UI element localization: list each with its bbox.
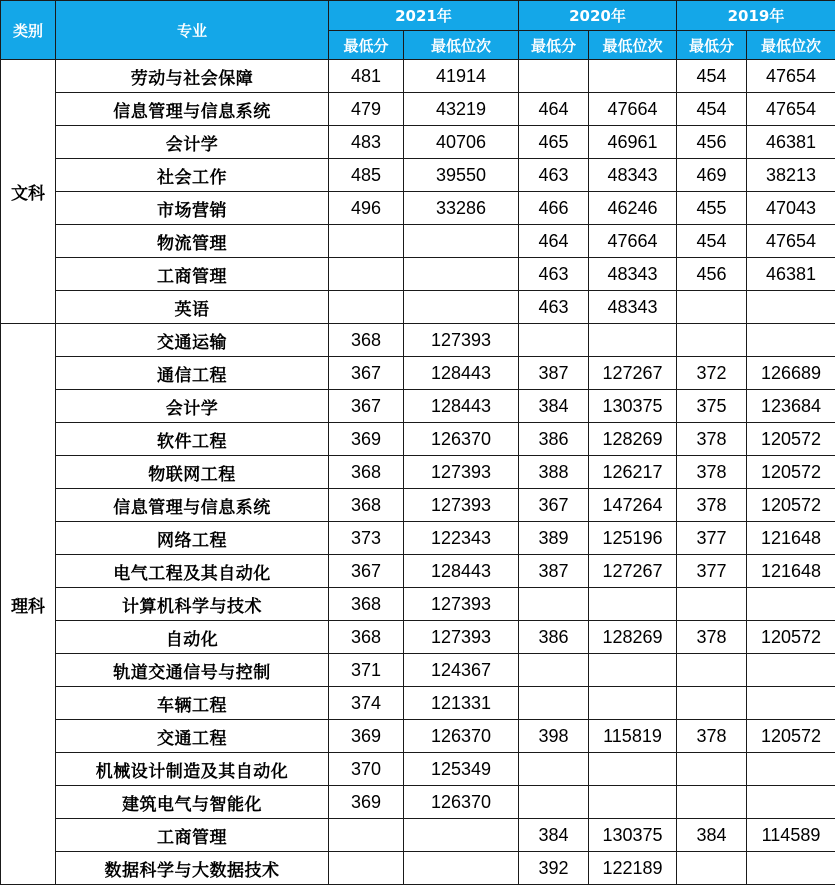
rank-2021-cell — [404, 225, 519, 258]
table-body — [1, 60, 835, 885]
score-2020-cell: 384 — [519, 819, 589, 852]
rank-2019-cell — [747, 324, 835, 357]
rank-2020-cell — [589, 588, 677, 621]
min-rank-header: 最低位次 — [404, 31, 519, 60]
rank-2019-cell: 126689 — [747, 357, 835, 390]
score-2019-cell — [677, 852, 747, 885]
rank-2019-cell: 120572 — [747, 621, 835, 654]
score-2021-cell: 496 — [329, 192, 404, 225]
score-2019-cell: 377 — [677, 522, 747, 555]
rank-2021-cell: 128443 — [404, 555, 519, 588]
rank-2021-cell: 33286 — [404, 192, 519, 225]
rank-2020-cell — [589, 60, 677, 93]
score-2019-cell: 456 — [677, 258, 747, 291]
major-cell: 计算机科学与技术 — [56, 588, 329, 621]
rank-2020-cell: 48343 — [589, 159, 677, 192]
category-cell: 理科 — [1, 324, 56, 885]
score-2019-cell: 454 — [677, 93, 747, 126]
rank-2020-cell: 46246 — [589, 192, 677, 225]
rank-2021-cell: 127393 — [404, 456, 519, 489]
rank-2019-cell — [747, 852, 835, 885]
rank-2020-cell: 46961 — [589, 126, 677, 159]
major-cell: 劳动与社会保障 — [56, 60, 329, 93]
table-row — [1, 93, 835, 126]
table-row — [1, 522, 835, 555]
score-2019-cell: 375 — [677, 390, 747, 423]
major-cell: 物流管理 — [56, 225, 329, 258]
rank-2020-cell: 128269 — [589, 621, 677, 654]
score-2021-cell: 369 — [329, 423, 404, 456]
score-2020-cell: 387 — [519, 555, 589, 588]
score-2019-cell: 378 — [677, 489, 747, 522]
major-cell: 交通运输 — [56, 324, 329, 357]
table-row — [1, 423, 835, 456]
major-cell: 网络工程 — [56, 522, 329, 555]
score-2020-cell: 386 — [519, 423, 589, 456]
major-header: 专业 — [56, 1, 329, 60]
rank-2021-cell: 127393 — [404, 324, 519, 357]
rank-2019-cell: 121648 — [747, 522, 835, 555]
table-row — [1, 720, 835, 753]
year-header-2020: 2020年 — [519, 1, 677, 31]
score-2020-cell: 463 — [519, 159, 589, 192]
score-2021-cell: 370 — [329, 753, 404, 786]
score-2021-cell: 368 — [329, 588, 404, 621]
rank-2020-cell — [589, 654, 677, 687]
major-cell: 数据科学与大数据技术 — [56, 852, 329, 885]
score-2021-cell: 369 — [329, 786, 404, 819]
rank-2021-cell — [404, 258, 519, 291]
rank-2019-cell: 120572 — [747, 456, 835, 489]
major-cell: 信息管理与信息系统 — [56, 93, 329, 126]
major-cell: 机械设计制造及其自动化 — [56, 753, 329, 786]
rank-2021-cell: 127393 — [404, 621, 519, 654]
rank-2020-cell — [589, 786, 677, 819]
rank-2021-cell: 39550 — [404, 159, 519, 192]
table-row — [1, 258, 835, 291]
rank-2019-cell — [747, 753, 835, 786]
table-row — [1, 225, 835, 258]
min-score-header: 最低分 — [329, 31, 404, 60]
rank-2019-cell — [747, 654, 835, 687]
table-row — [1, 489, 835, 522]
rank-2019-cell: 47654 — [747, 60, 835, 93]
rank-2019-cell: 46381 — [747, 126, 835, 159]
table-row — [1, 753, 835, 786]
score-2021-cell — [329, 819, 404, 852]
major-cell: 电气工程及其自动化 — [56, 555, 329, 588]
score-2019-cell — [677, 786, 747, 819]
table-row — [1, 159, 835, 192]
table-row — [1, 621, 835, 654]
score-2019-cell: 378 — [677, 720, 747, 753]
score-2020-cell — [519, 60, 589, 93]
table-row — [1, 192, 835, 225]
score-2021-cell: 368 — [329, 621, 404, 654]
score-2020-cell — [519, 324, 589, 357]
score-2020-cell: 465 — [519, 126, 589, 159]
score-2021-cell: 368 — [329, 489, 404, 522]
score-2019-cell: 454 — [677, 60, 747, 93]
score-2019-cell: 378 — [677, 456, 747, 489]
major-cell: 市场营销 — [56, 192, 329, 225]
rank-2020-cell: 126217 — [589, 456, 677, 489]
score-2020-cell — [519, 687, 589, 720]
rank-2020-cell: 48343 — [589, 291, 677, 324]
score-2020-cell: 389 — [519, 522, 589, 555]
rank-2021-cell: 126370 — [404, 720, 519, 753]
rank-2020-cell: 130375 — [589, 819, 677, 852]
rank-2020-cell: 130375 — [589, 390, 677, 423]
rank-2020-cell — [589, 687, 677, 720]
score-2019-cell: 455 — [677, 192, 747, 225]
rank-2021-cell: 127393 — [404, 588, 519, 621]
major-cell: 通信工程 — [56, 357, 329, 390]
score-2019-cell: 372 — [677, 357, 747, 390]
major-cell: 会计学 — [56, 126, 329, 159]
rank-2020-cell: 48343 — [589, 258, 677, 291]
year-header-2021: 2021年 — [329, 1, 519, 31]
rank-2021-cell: 124367 — [404, 654, 519, 687]
score-2019-cell — [677, 291, 747, 324]
score-2019-cell: 384 — [677, 819, 747, 852]
score-2019-cell: 377 — [677, 555, 747, 588]
rank-2019-cell — [747, 588, 835, 621]
score-2019-cell — [677, 687, 747, 720]
table-row — [1, 357, 835, 390]
rank-2020-cell: 125196 — [589, 522, 677, 555]
rank-2019-cell: 47654 — [747, 225, 835, 258]
rank-2021-cell: 127393 — [404, 489, 519, 522]
rank-2019-cell: 123684 — [747, 390, 835, 423]
major-cell: 工商管理 — [56, 258, 329, 291]
category-cell: 文科 — [1, 60, 56, 324]
score-2020-cell — [519, 753, 589, 786]
score-2020-cell: 384 — [519, 390, 589, 423]
score-2020-cell: 464 — [519, 93, 589, 126]
score-2021-cell: 367 — [329, 555, 404, 588]
score-2021-cell: 485 — [329, 159, 404, 192]
rank-2019-cell: 47654 — [747, 93, 835, 126]
table-row — [1, 390, 835, 423]
rank-2019-cell — [747, 687, 835, 720]
major-cell: 轨道交通信号与控制 — [56, 654, 329, 687]
rank-2020-cell: 47664 — [589, 93, 677, 126]
category-header: 类别 — [1, 1, 56, 60]
rank-2019-cell — [747, 291, 835, 324]
major-cell: 交通工程 — [56, 720, 329, 753]
min-rank-header: 最低位次 — [589, 31, 677, 60]
table-row — [1, 456, 835, 489]
rank-2020-cell — [589, 753, 677, 786]
major-cell: 社会工作 — [56, 159, 329, 192]
score-2020-cell: 367 — [519, 489, 589, 522]
score-2021-cell — [329, 225, 404, 258]
major-cell: 物联网工程 — [56, 456, 329, 489]
rank-2021-cell: 125349 — [404, 753, 519, 786]
rank-2020-cell: 127267 — [589, 357, 677, 390]
score-2021-cell: 369 — [329, 720, 404, 753]
table-row — [1, 852, 835, 885]
rank-2020-cell: 47664 — [589, 225, 677, 258]
score-2020-cell: 466 — [519, 192, 589, 225]
rank-2021-cell: 126370 — [404, 423, 519, 456]
rank-2021-cell: 128443 — [404, 357, 519, 390]
rank-2020-cell — [589, 324, 677, 357]
score-2020-cell — [519, 654, 589, 687]
score-2020-cell: 398 — [519, 720, 589, 753]
rank-2019-cell: 120572 — [747, 489, 835, 522]
score-2019-cell — [677, 654, 747, 687]
major-cell: 信息管理与信息系统 — [56, 489, 329, 522]
rank-2021-cell — [404, 291, 519, 324]
score-2021-cell: 483 — [329, 126, 404, 159]
score-2021-cell: 371 — [329, 654, 404, 687]
table-row — [1, 588, 835, 621]
rank-2021-cell — [404, 852, 519, 885]
table-row — [1, 654, 835, 687]
rank-2020-cell: 147264 — [589, 489, 677, 522]
rank-2021-cell: 43219 — [404, 93, 519, 126]
score-2020-cell — [519, 786, 589, 819]
rank-2021-cell: 128443 — [404, 390, 519, 423]
rank-2020-cell: 128269 — [589, 423, 677, 456]
score-2019-cell: 378 — [677, 423, 747, 456]
score-2019-cell: 469 — [677, 159, 747, 192]
rank-2021-cell — [404, 819, 519, 852]
major-cell: 自动化 — [56, 621, 329, 654]
score-2020-cell: 463 — [519, 291, 589, 324]
major-cell: 软件工程 — [56, 423, 329, 456]
score-2019-cell: 378 — [677, 621, 747, 654]
rank-2019-cell: 120572 — [747, 423, 835, 456]
score-2019-cell: 456 — [677, 126, 747, 159]
score-2021-cell: 374 — [329, 687, 404, 720]
score-2020-cell: 463 — [519, 258, 589, 291]
rank-2019-cell: 47043 — [747, 192, 835, 225]
score-2020-cell: 392 — [519, 852, 589, 885]
score-2021-cell: 479 — [329, 93, 404, 126]
score-2020-cell: 464 — [519, 225, 589, 258]
table-row — [1, 786, 835, 819]
major-cell: 建筑电气与智能化 — [56, 786, 329, 819]
min-score-header: 最低分 — [519, 31, 589, 60]
score-2021-cell: 367 — [329, 390, 404, 423]
rank-2019-cell: 38213 — [747, 159, 835, 192]
score-2021-cell: 367 — [329, 357, 404, 390]
score-2021-cell — [329, 291, 404, 324]
major-cell: 会计学 — [56, 390, 329, 423]
major-cell: 英语 — [56, 291, 329, 324]
rank-2019-cell: 46381 — [747, 258, 835, 291]
rank-2019-cell — [747, 786, 835, 819]
table-row — [1, 687, 835, 720]
table-row — [1, 60, 835, 93]
major-cell: 车辆工程 — [56, 687, 329, 720]
score-2021-cell: 368 — [329, 324, 404, 357]
score-2020-cell — [519, 588, 589, 621]
rank-2021-cell: 41914 — [404, 60, 519, 93]
table-row — [1, 819, 835, 852]
score-2019-cell — [677, 324, 747, 357]
score-2021-cell — [329, 258, 404, 291]
score-2021-cell — [329, 852, 404, 885]
score-2020-cell: 387 — [519, 357, 589, 390]
rank-2021-cell: 121331 — [404, 687, 519, 720]
rank-2021-cell: 122343 — [404, 522, 519, 555]
score-2019-cell: 454 — [677, 225, 747, 258]
min-rank-header: 最低位次 — [747, 31, 835, 60]
rank-2019-cell: 121648 — [747, 555, 835, 588]
rank-2019-cell: 114589 — [747, 819, 835, 852]
rank-2021-cell: 126370 — [404, 786, 519, 819]
year-header-2019: 2019年 — [677, 1, 835, 31]
table-row — [1, 555, 835, 588]
rank-2020-cell: 115819 — [589, 720, 677, 753]
major-cell: 工商管理 — [56, 819, 329, 852]
table-row — [1, 291, 835, 324]
score-2021-cell: 481 — [329, 60, 404, 93]
rank-2020-cell: 127267 — [589, 555, 677, 588]
score-2019-cell — [677, 588, 747, 621]
score-2021-cell: 373 — [329, 522, 404, 555]
score-2019-cell — [677, 753, 747, 786]
score-2020-cell: 388 — [519, 456, 589, 489]
table-row — [1, 126, 835, 159]
score-2021-cell: 368 — [329, 456, 404, 489]
min-score-header: 最低分 — [677, 31, 747, 60]
header-row-years — [1, 1, 835, 31]
rank-2021-cell: 40706 — [404, 126, 519, 159]
table-row — [1, 324, 835, 357]
rank-2020-cell: 122189 — [589, 852, 677, 885]
rank-2019-cell: 120572 — [747, 720, 835, 753]
score-2020-cell: 386 — [519, 621, 589, 654]
